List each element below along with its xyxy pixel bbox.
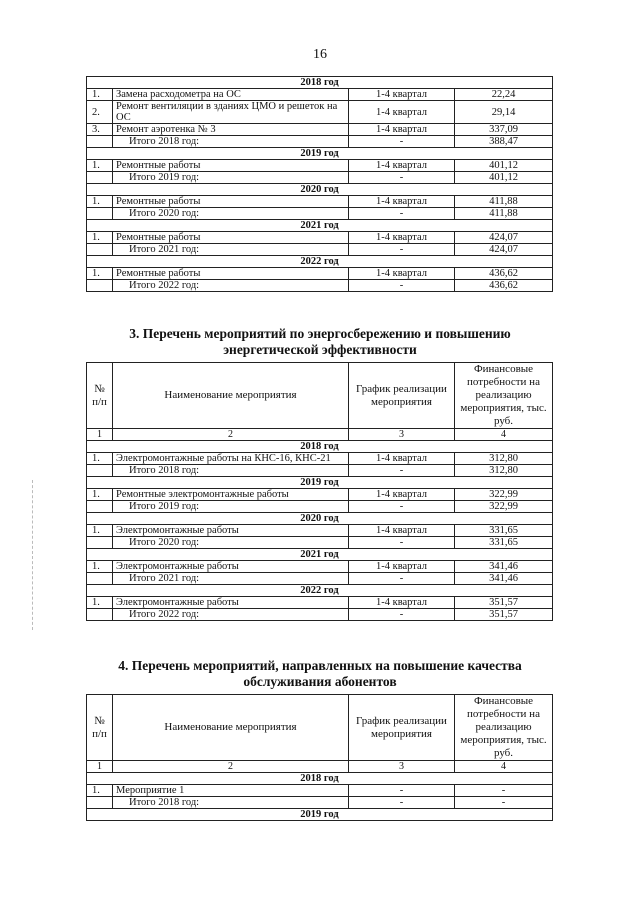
row-schedule: 1-4 квартал xyxy=(349,89,455,101)
row-amount: 401,12 xyxy=(455,160,553,172)
row-name: Ремонт аэротенка № 3 xyxy=(113,124,349,136)
total-label: Итого 2020 год: xyxy=(113,537,349,549)
row-name: Мероприятие 1 xyxy=(113,785,349,797)
row-number: 1. xyxy=(87,525,113,537)
table-row xyxy=(87,196,553,208)
total-amount: 331,65 xyxy=(455,537,553,549)
section-3-title xyxy=(70,326,570,358)
row-name: Ремонтные работы xyxy=(113,232,349,244)
total-empty xyxy=(87,609,113,621)
table-service-quality xyxy=(86,694,553,821)
row-schedule: - xyxy=(349,785,455,797)
total-row xyxy=(87,501,553,513)
total-row xyxy=(87,136,553,148)
total-schedule: - xyxy=(349,280,455,292)
year-label: 2018 год xyxy=(87,77,553,89)
row-schedule: 1-4 квартал xyxy=(349,196,455,208)
row-schedule: 1-4 квартал xyxy=(349,525,455,537)
total-empty xyxy=(87,280,113,292)
section-4-title-line1: 4. Перечень мероприятий, направленных на повышение качества xyxy=(118,658,522,673)
table-row xyxy=(87,268,553,280)
row-name: Электромонтажные работы xyxy=(113,561,349,573)
year-label: 2020 год xyxy=(87,513,553,525)
section-4-title xyxy=(70,658,570,690)
total-row xyxy=(87,609,553,621)
total-schedule: - xyxy=(349,537,455,549)
column-number: 2 xyxy=(113,761,349,773)
total-label: Итого 2018 год: xyxy=(113,797,349,809)
total-empty xyxy=(87,208,113,220)
header-finance: Финансовые потребности на реализацию мероприятия, тыс. руб. xyxy=(455,695,553,761)
row-number: 1. xyxy=(87,89,113,101)
column-number: 3 xyxy=(349,429,455,441)
row-name: Ремонт вентиляции в зданиях ЦМО и решеток на ОС xyxy=(113,101,349,124)
total-row xyxy=(87,797,553,809)
total-label: Итого 2018 год: xyxy=(113,136,349,148)
row-schedule: 1-4 квартал xyxy=(349,268,455,280)
section-3-title-line2: энергетической эффективности xyxy=(223,342,417,357)
row-name: Замена расходометра на ОС xyxy=(113,89,349,101)
total-row xyxy=(87,280,553,292)
row-number: 1. xyxy=(87,232,113,244)
year-row xyxy=(87,773,553,785)
total-amount: 341,46 xyxy=(455,573,553,585)
row-name: Ремонтные работы xyxy=(113,160,349,172)
header-finance: Финансовые потребности на реализацию мероприятия, тыс. руб. xyxy=(455,363,553,429)
table-energy-saving xyxy=(86,362,553,621)
total-schedule: - xyxy=(349,609,455,621)
header-name: Наименование мероприятия xyxy=(113,695,349,761)
total-amount: 436,62 xyxy=(455,280,553,292)
total-amount: 388,47 xyxy=(455,136,553,148)
year-label: 2022 год xyxy=(87,256,553,268)
year-label: 2021 год xyxy=(87,220,553,232)
year-label: 2018 год xyxy=(87,441,553,453)
row-name: Электромонтажные работы xyxy=(113,525,349,537)
total-schedule: - xyxy=(349,465,455,477)
row-schedule: 1-4 квартал xyxy=(349,489,455,501)
total-label: Итого 2020 год: xyxy=(113,208,349,220)
row-number: 1. xyxy=(87,160,113,172)
total-label: Итого 2021 год: xyxy=(113,573,349,585)
year-row xyxy=(87,549,553,561)
section-4-title-line2: обслуживания абонентов xyxy=(243,674,397,689)
year-row xyxy=(87,513,553,525)
header-schedule: График реализации мероприятия xyxy=(349,695,455,761)
row-amount: 337,09 xyxy=(455,124,553,136)
year-label: 2019 год xyxy=(87,477,553,489)
row-number: 1. xyxy=(87,268,113,280)
table-row xyxy=(87,561,553,573)
column-number-row xyxy=(87,761,553,773)
year-row xyxy=(87,809,553,821)
total-amount: 322,99 xyxy=(455,501,553,513)
row-amount: 341,46 xyxy=(455,561,553,573)
total-label: Итого 2019 год: xyxy=(113,501,349,513)
total-row xyxy=(87,537,553,549)
row-amount: 29,14 xyxy=(455,101,553,124)
total-amount: 401,12 xyxy=(455,172,553,184)
table-row xyxy=(87,525,553,537)
row-amount: 322,99 xyxy=(455,489,553,501)
table-row xyxy=(87,489,553,501)
total-label: Итого 2022 год: xyxy=(113,280,349,292)
table-row xyxy=(87,785,553,797)
table-row xyxy=(87,232,553,244)
row-amount: 436,62 xyxy=(455,268,553,280)
year-label: 2020 год xyxy=(87,184,553,196)
total-schedule: - xyxy=(349,136,455,148)
row-name: Ремонтные работы xyxy=(113,196,349,208)
table-row xyxy=(87,124,553,136)
total-label: Итого 2021 год: xyxy=(113,244,349,256)
row-amount: 331,65 xyxy=(455,525,553,537)
column-number-row xyxy=(87,429,553,441)
row-schedule: 1-4 квартал xyxy=(349,232,455,244)
total-empty xyxy=(87,465,113,477)
total-empty xyxy=(87,172,113,184)
row-amount: - xyxy=(455,785,553,797)
table-row xyxy=(87,597,553,609)
year-row xyxy=(87,477,553,489)
total-schedule: - xyxy=(349,172,455,184)
total-row xyxy=(87,573,553,585)
row-schedule: 1-4 квартал xyxy=(349,124,455,136)
row-number: 1. xyxy=(87,453,113,465)
total-amount: 312,80 xyxy=(455,465,553,477)
total-label: Итого 2018 год: xyxy=(113,465,349,477)
row-schedule: 1-4 квартал xyxy=(349,561,455,573)
year-row xyxy=(87,256,553,268)
row-amount: 411,88 xyxy=(455,196,553,208)
total-schedule: - xyxy=(349,244,455,256)
header-num: № п/п xyxy=(87,363,113,429)
year-row xyxy=(87,184,553,196)
year-label: 2019 год xyxy=(87,809,553,821)
header-row xyxy=(87,695,553,761)
table-row xyxy=(87,160,553,172)
total-row xyxy=(87,244,553,256)
total-schedule: - xyxy=(349,573,455,585)
header-num: № п/п xyxy=(87,695,113,761)
table-row xyxy=(87,453,553,465)
row-name: Электромонтажные работы xyxy=(113,597,349,609)
scan-margin-mark xyxy=(32,480,33,630)
row-schedule: 1-4 квартал xyxy=(349,160,455,172)
total-amount: 424,07 xyxy=(455,244,553,256)
header-schedule: График реализации мероприятия xyxy=(349,363,455,429)
table-row xyxy=(87,101,553,124)
total-amount: 351,57 xyxy=(455,609,553,621)
total-row xyxy=(87,208,553,220)
year-row xyxy=(87,220,553,232)
total-schedule: - xyxy=(349,501,455,513)
year-row xyxy=(87,77,553,89)
row-number: 1. xyxy=(87,785,113,797)
row-number: 1. xyxy=(87,489,113,501)
row-name: Ремонтные электромонтажные работы xyxy=(113,489,349,501)
row-amount: 22,24 xyxy=(455,89,553,101)
total-row xyxy=(87,465,553,477)
year-label: 2019 год xyxy=(87,148,553,160)
row-number: 2. xyxy=(87,101,113,124)
page-number: 16 xyxy=(313,47,327,62)
row-amount: 312,80 xyxy=(455,453,553,465)
year-row xyxy=(87,585,553,597)
row-number: 1. xyxy=(87,196,113,208)
year-label: 2022 год xyxy=(87,585,553,597)
row-number: 3. xyxy=(87,124,113,136)
total-amount: 411,88 xyxy=(455,208,553,220)
column-number: 1 xyxy=(87,429,113,441)
total-row xyxy=(87,172,553,184)
total-schedule: - xyxy=(349,797,455,809)
row-number: 1. xyxy=(87,561,113,573)
row-schedule: 1-4 квартал xyxy=(349,101,455,124)
total-empty xyxy=(87,797,113,809)
total-amount: - xyxy=(455,797,553,809)
row-schedule: 1-4 квартал xyxy=(349,597,455,609)
total-schedule: - xyxy=(349,208,455,220)
row-name: Электромонтажные работы на КНС-16, КНС-21 xyxy=(113,453,349,465)
total-label: Итого 2022 год: xyxy=(113,609,349,621)
total-empty xyxy=(87,136,113,148)
row-schedule: 1-4 квартал xyxy=(349,453,455,465)
year-label: 2021 год xyxy=(87,549,553,561)
column-number: 3 xyxy=(349,761,455,773)
total-empty xyxy=(87,501,113,513)
year-label: 2018 год xyxy=(87,773,553,785)
year-row xyxy=(87,148,553,160)
row-amount: 424,07 xyxy=(455,232,553,244)
row-number: 1. xyxy=(87,597,113,609)
total-empty xyxy=(87,537,113,549)
table-repair-works xyxy=(86,76,553,292)
header-row xyxy=(87,363,553,429)
section-3-title-line1: 3. Перечень мероприятий по энергосбережению и повышению xyxy=(129,326,511,341)
row-name: Ремонтные работы xyxy=(113,268,349,280)
total-empty xyxy=(87,573,113,585)
column-number: 4 xyxy=(455,761,553,773)
header-name: Наименование мероприятия xyxy=(113,363,349,429)
total-empty xyxy=(87,244,113,256)
year-row xyxy=(87,441,553,453)
row-amount: 351,57 xyxy=(455,597,553,609)
column-number: 2 xyxy=(113,429,349,441)
total-label: Итого 2019 год: xyxy=(113,172,349,184)
column-number: 4 xyxy=(455,429,553,441)
table-row xyxy=(87,89,553,101)
column-number: 1 xyxy=(87,761,113,773)
